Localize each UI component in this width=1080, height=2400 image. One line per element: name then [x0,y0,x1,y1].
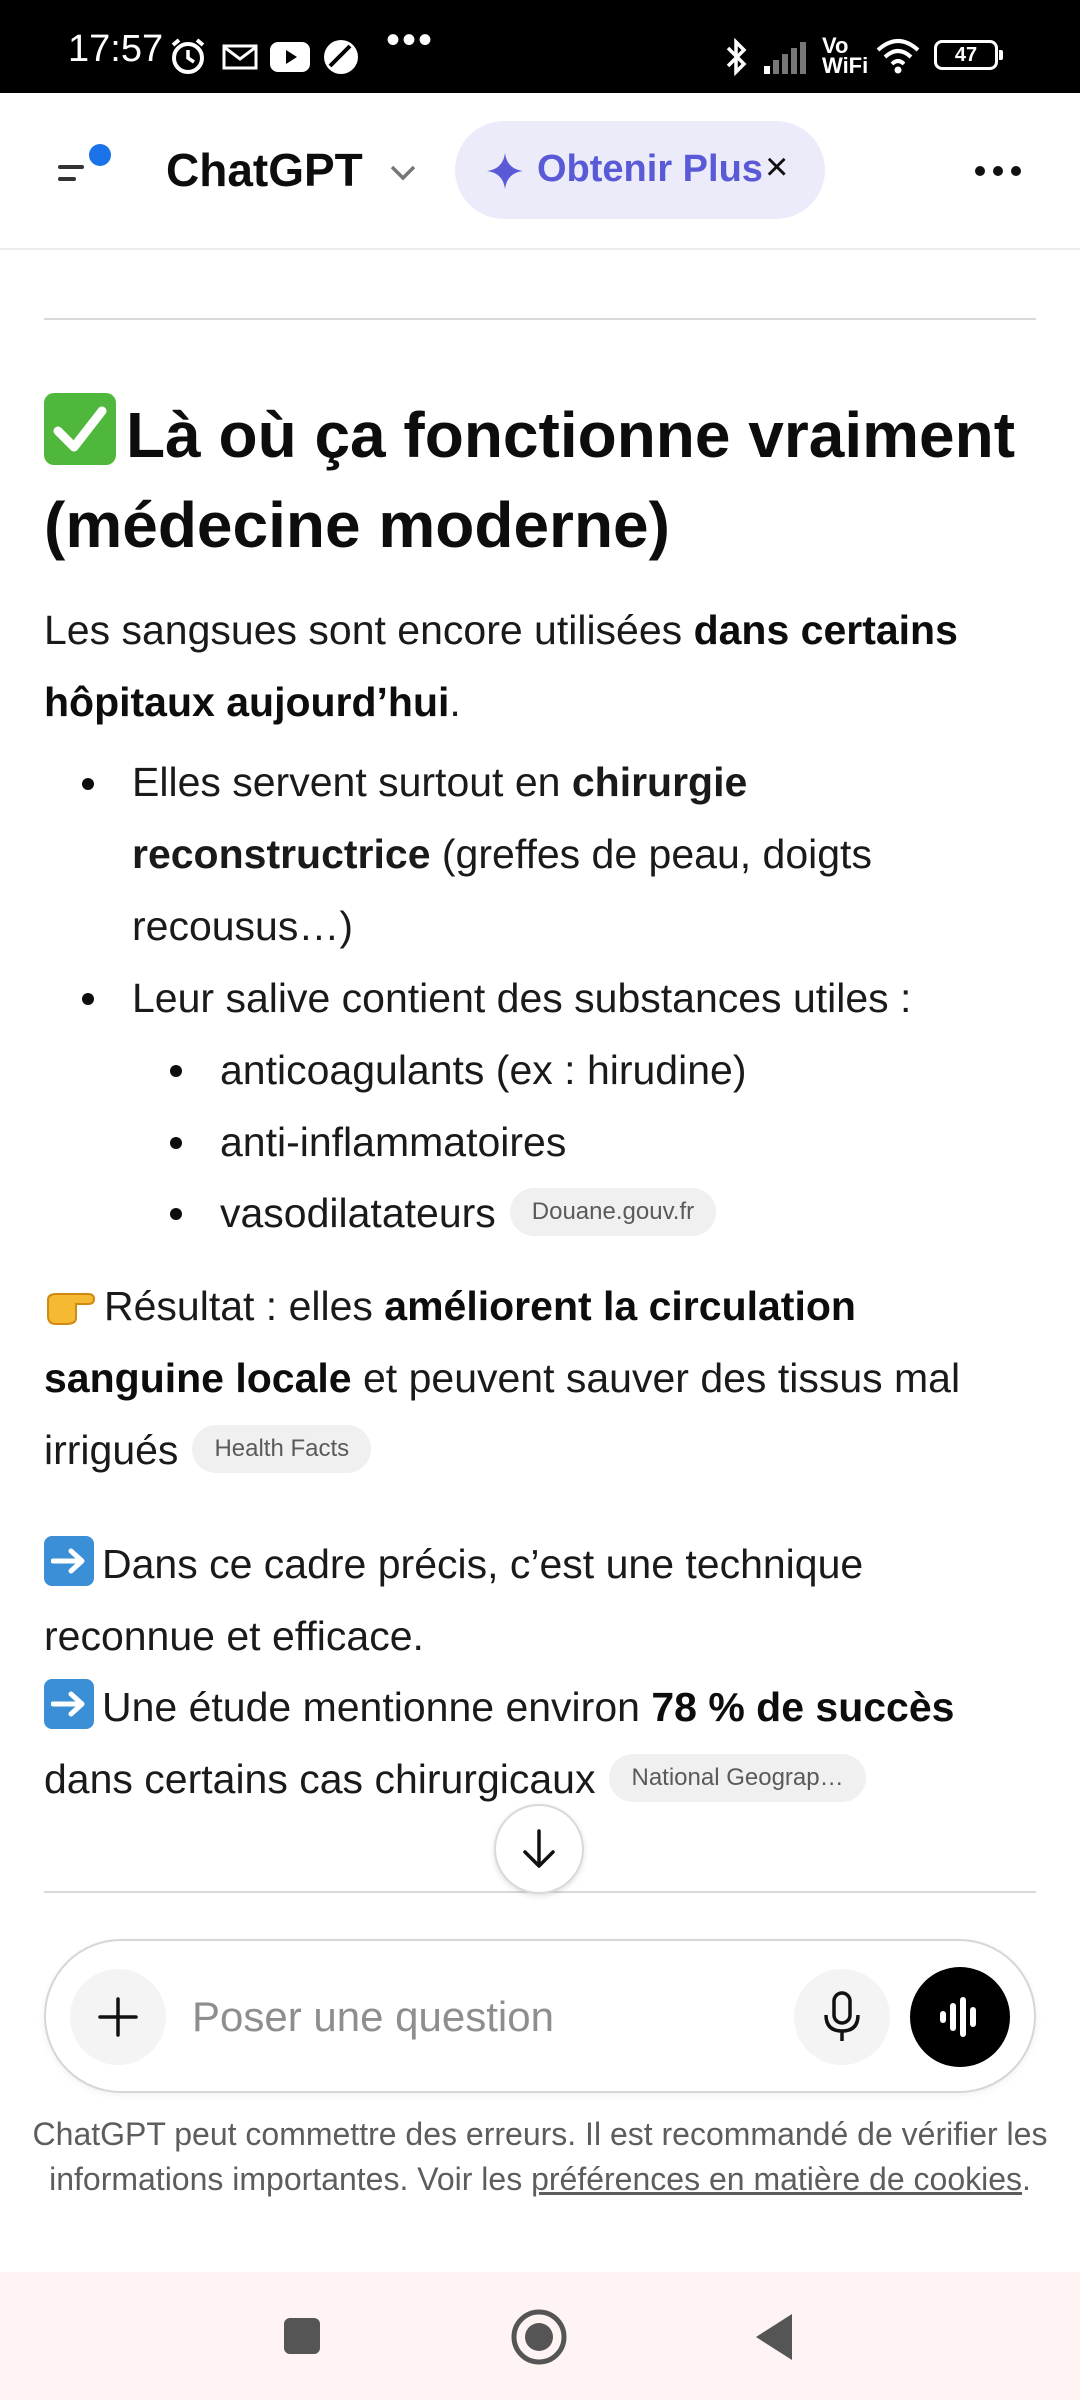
app-icon [322,38,360,76]
get-plus-button[interactable] [455,121,825,219]
scroll-down-button[interactable] [494,1804,584,1894]
source-chip[interactable]: Douane.gouv.fr [510,1188,716,1236]
cookie-preferences-link[interactable]: préférences en matière de cookies [531,2161,1023,2197]
attach-button[interactable] [70,1969,166,2065]
wifi-icon [876,38,920,74]
bullet-dot [82,993,94,1005]
section-heading: Là où ça fonctionne vraiment (médecine moderne) [44,390,1044,570]
message-composer [44,1939,1036,2093]
alarm-icon [168,36,208,76]
microphone-icon [822,1991,862,2043]
right-arrow-icon [44,1536,94,1586]
menu-icon [48,143,120,203]
check-mark-icon [44,393,116,465]
intro-paragraph: Les sangsues sont encore utilisées dans certains hôpitaux aujourd’hui. [44,607,958,725]
status-time: 17:57 [68,28,164,70]
app-header [0,93,1080,250]
sub-bullet-dot [170,1137,182,1149]
status-bar [0,0,1080,93]
sub-bullet-dot [170,1065,182,1077]
more-options-icon[interactable] [972,151,1024,191]
bluetooth-icon [724,36,750,78]
sidebar-menu-button[interactable] [48,143,118,203]
voice-waveform-icon [938,1997,982,2037]
source-chip[interactable]: National Geograp… [609,1754,865,1802]
get-plus-label: Obtenir Plus [537,148,763,190]
dictate-button[interactable] [794,1969,890,2065]
sparkle-icon [485,151,525,191]
mail-icon [222,44,258,70]
signal-icon [764,40,812,74]
plus-icon [96,1995,140,2039]
sub-bullet-dot [170,1208,182,1220]
content-divider-top [44,318,1036,320]
close-plus-button[interactable]: × [765,145,789,189]
youtube-icon [270,42,310,72]
vowifi-label: Vo WiFi [822,33,869,78]
result-paragraph: Résultat : elles améliorent la circulation sanguine locale et peuvent sauver des tissus mal irrigués Health Facts [44,1283,961,1473]
conclusion-line-2: Une étude mentionne environ 78 % de succès dans certains cas chirurgicaux National Geograp… [44,1671,1044,1815]
bullet-dot [82,778,94,790]
sub-list-item: anticoagulants (ex : hirudine) [220,1047,747,1093]
back-icon[interactable] [752,2312,796,2362]
system-navigation-bar [0,2272,1080,2400]
list-item-surgery: Elles servent surtout en chirurgie reconstructrice (greffes de peau, doigts recousus…) [132,759,872,949]
recent-apps-icon[interactable] [282,2316,322,2356]
status-more: ••• [386,18,435,62]
list-item-saliva: Leur salive contient des substances utiles : [132,975,912,1021]
arrow-down-icon [517,1827,561,1871]
battery-icon: 47 [934,40,998,70]
message-input[interactable] [190,1981,814,2053]
conclusion-line-1: Dans ce cadre précis, c’est une technique reconnue et efficace. [44,1528,1044,1672]
home-icon[interactable] [510,2308,568,2366]
chevron-down-icon[interactable] [386,155,420,189]
sub-list-item: vasodilatateurs Douane.gouv.fr [220,1177,716,1249]
disclaimer-text: ChatGPT peut commettre des erreurs. Il est recommandé de vérifier les informations importantes. Voir les préférences en matière de cookies. [32,2116,1048,2197]
model-selector-title[interactable]: ChatGPT [166,144,363,196]
sub-list-item: anti-inflammatoires [220,1119,567,1165]
notification-dot [89,144,111,166]
right-arrow-icon [44,1679,94,1729]
source-chip[interactable]: Health Facts [192,1425,371,1473]
voice-mode-button[interactable] [910,1967,1010,2067]
pointing-hand-icon [44,1286,98,1326]
